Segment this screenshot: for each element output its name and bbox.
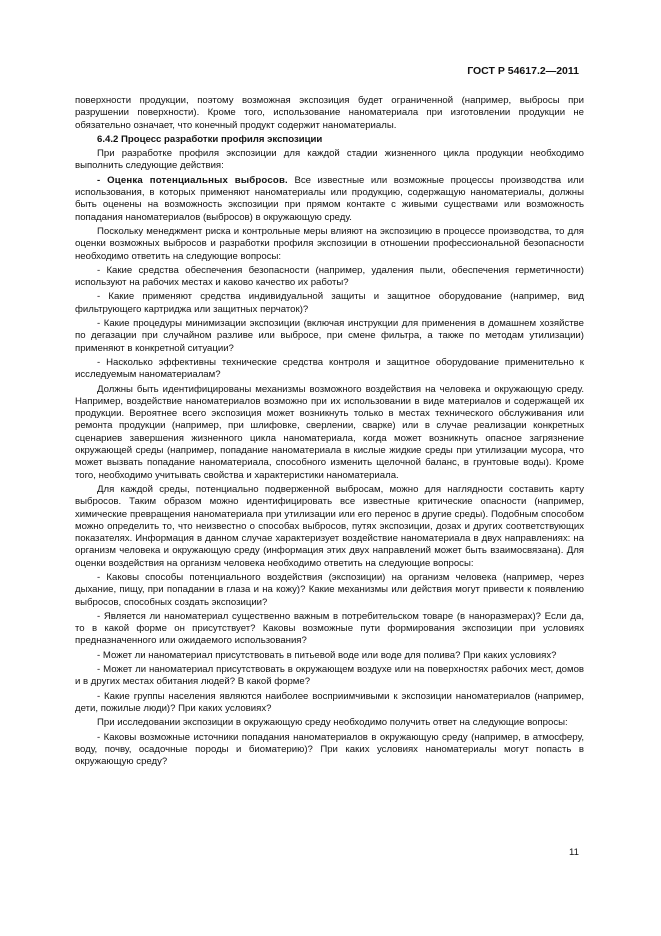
page-number: 11: [569, 847, 579, 858]
question-item: - Какие средства обеспечения безопасности (например, удаления пыли, обеспечения герметичности) используют на рабочих местах и каково качество их работы?: [75, 264, 584, 289]
document-id: ГОСТ Р 54617.2—2011: [467, 65, 579, 77]
document-body: [75, 95, 584, 770]
paragraph: При разработке профиля экспозиции для каждой стадии жизненного цикла продукции необходимо выполнить следующие действия:: [75, 148, 584, 172]
question-item: - Какие группы населения являются наиболее восприимчивыми к экспозиции наноматериалов (например, дети, пожилые люди)? При каких условиях?: [75, 690, 584, 714]
question-item: - Может ли наноматериал присутствовать в окружающем воздухе или на поверхностях рабочих мест, домов и в других местах обитания людей? В какой форме?: [75, 664, 584, 688]
lead-in-bold: - Оценка потенциальных выбросов.: [97, 174, 288, 186]
paragraph: Для каждой среды, потенциально подверженной выбросам, можно для наглядности составить карту выбросов. Таким образом можно идентифицировать все известные критические опасности (например, химические превращения наноматериала при утилизации или его перенос в другие среды). Подобным способом можно определить то, что неизвестно о способах выбросов, путях экспозиции, дозах и других соответствующих показателях. Информация в данном случае характеризует воздействие наноматериала в двух направлениях: на организм человека и окружающую среду (информация этих двух направлений может быть взаимосвязана). Для оценки воздействия на организм человека необходимо ответить на следующие вопросы:: [75, 483, 584, 569]
question-item: - Может ли наноматериал присутствовать в питьевой воде или воде для полива? При каких условиях?: [97, 649, 557, 661]
question-item: - Какие применяют средства индивидуальной защиты и защитное оборудование (например, вид фильтрующего картриджа или защитных перчаток)?: [75, 291, 584, 315]
question-item: - Является ли наноматериал существенно важным в потребительском товаре (в наноразмерах)? Если да, то в какой форме он присутствует? Каковы возможные пути формирования экспозиции при условиях предназначенного или ожидаемого использования?: [75, 610, 584, 647]
section-heading: 6.4.2 Процесс разработки профиля экспозиции: [97, 133, 323, 145]
paragraph: При исследовании экспозиции в окружающую среду необходимо получить ответ на следующие вопросы:: [97, 717, 568, 729]
question-item: - Каковы возможные источники попадания наноматериалов в окружающую среду (например, в атмосферу, воду, почву, осадочные породы и биоматерию)? При каких условиях наноматериалы могут попасть в окружающую среду?: [75, 731, 584, 768]
paragraph: [75, 175, 584, 224]
question-item: - Каковы способы потенциального воздействия (экспозиции) на организм человека (например, через дыхание, пищу, при попадании в глаза и на кожу)? Какие механизмы или действия могут привести к появлению выбросов, способных создать экспозиции?: [75, 571, 584, 608]
paragraph: поверхности продукции, поэтому возможная экспозиция будет ограниченной (например, выбросы при разрушении поверхности). Кроме того, использование наноматериала при изготовлении продукции не обязательно означает, что конечный продукт содержит наноматериалы.: [75, 95, 584, 131]
paragraph-text: Все известные или возможные процессы производства или использования, в которых применяют наноматериалы или продукцию, содержащую наноматериалы, должны быть оценены на возможность экспозиции при прямом контакте с живыми существами или возможность попадания наноматериалов (выбросов) в окружающую среду.: [75, 174, 584, 223]
paragraph: Должны быть идентифицированы механизмы возможного воздействия на человека и окружающую среду. Например, воздействие наноматериалов возможно при их использовании в виде материалов и содержащей их продукции. Вероятнее всего экспозиция может возникнуть только в местах технического обслуживания или ремонта продукции (например, при шлифовке, сверлении, сварке) или в случае реализации конкретных сценариев завершения жизненного цикла наноматериала, когда может возникнуть опасное загрязнение окружающей среды (например, попадание наноматериала в кислые жидкие среды при утилизации мусора, что может вызвать попадание наноматериала, способного изменить щелочной баланс, в грунтовые воды). Кроме того, необходимо учитывать свойства и характеристики наноматериала.: [75, 383, 584, 481]
paragraph: Поскольку менеджмент риска и контрольные меры влияют на экспозицию в процессе производства, то для оценки возможных выбросов и разработки профиля экспозиции в отношении профессиональной безопасности необходимо ответить на следующие вопросы:: [75, 225, 584, 262]
question-item: - Насколько эффективны технические средства контроля и защитное оборудование применительно к исследуемым наноматериалам?: [75, 356, 584, 381]
question-item: - Какие процедуры минимизации экспозиции (включая инструкции для применения в домашнем хозяйстве по дегазации при случайном разливе или выбросе, при смене фильтра, а также по методам утилизации) применяют в конкретной ситуации?: [75, 318, 584, 354]
